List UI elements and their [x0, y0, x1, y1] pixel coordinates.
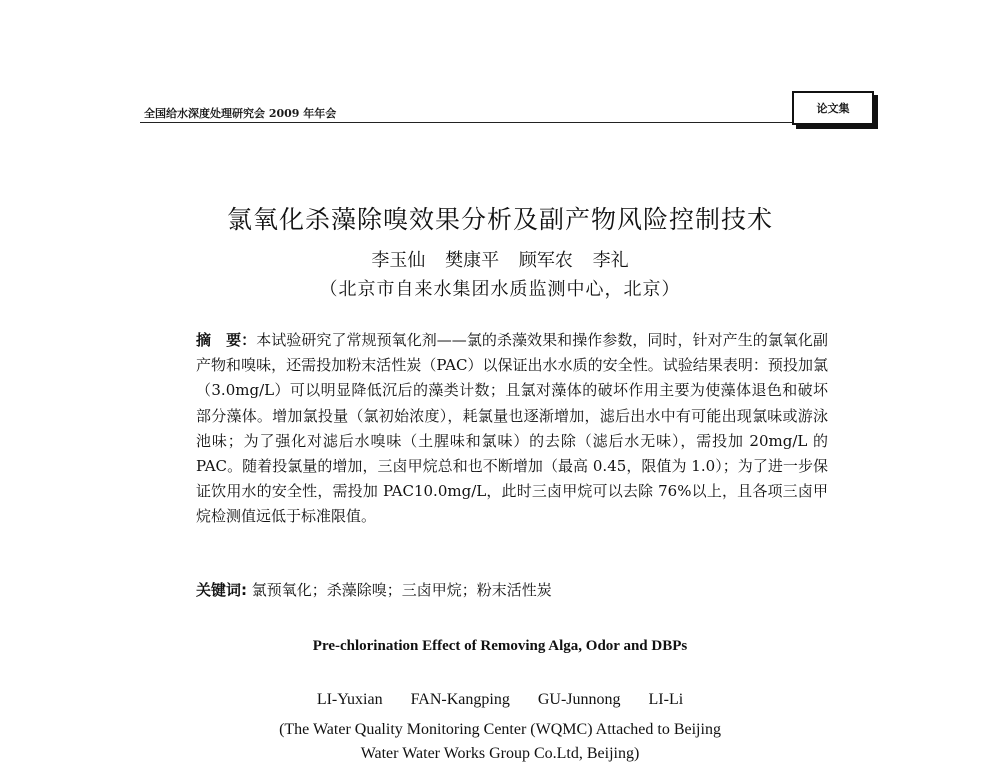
english-title: Pre-chlorination Effect of Removing Alga, Odor and DBPs: [312, 638, 688, 654]
author: 顾军农: [518, 250, 573, 271]
paper-title: 氯氧化杀藻除嗅效果分析及副产物风险控制技术: [226, 205, 773, 234]
abstract-label: 摘 要：: [196, 331, 257, 349]
keywords-text: 氯预氧化；杀藻除嗅；三卤甲烷；粉末活性炭: [251, 581, 552, 599]
english-author: LI-Li: [648, 691, 684, 708]
english-affiliation: [0, 718, 1000, 766]
author-list: [0, 246, 1000, 272]
author: 樊康平: [445, 250, 500, 271]
english-author: GU-Junnong: [537, 691, 621, 708]
english-author: LI-Yuxian: [316, 691, 383, 708]
keywords: [196, 578, 828, 603]
affiliation: （北京市自来水集团水质监测中心，北京）: [319, 279, 681, 300]
english-author: FAN-Kangping: [410, 691, 510, 708]
english-affiliation-line: (The Water Quality Monitoring Center (WQMC) Attached to Beijing: [279, 721, 721, 738]
abstract-text: 本试验研究了常规预氧化剂——氯的杀藻效果和操作参数，同时，针对产生的氯氧化副产物和嗅味，还需投加粉末活性炭（PAC）以保证出水水质的安全性。试验结果表明：预投加氯（3.0mg/L）可以明显降低沉后的藻类计数；且氯对藻体的破坏作用主要为使藻体退色和破坏部分藻体。增加氯投量（氯初始浓度），耗氯量也逐渐增加，滤后出水中有可能出现氯味或游泳池味；为了强化对滤后水嗅味（土腥味和氯味）的去除（滤后水无味），需投加 20mg/L 的 PAC。随着投氯量的增加，三卤甲烷总和也不断增加（最高 0.45，限值为 1.0）；为了进一步保证饮用水的安全性，需投加 PAC10.0mg/L，此时三卤甲烷可以去除 76%以上，且各项三卤甲烷检测值远低于标准限值。: [196, 331, 828, 526]
abstract: [196, 328, 828, 530]
author: 李玉仙: [371, 250, 426, 271]
keywords-label: 关键词:: [196, 581, 247, 599]
english-affiliation-line: Water Water Works Group Co.Ltd, Beijing): [360, 745, 640, 762]
author: 李礼: [592, 250, 629, 271]
header-rule: [140, 122, 876, 123]
english-author-list: [0, 691, 1000, 709]
section-badge: 论文集: [792, 91, 874, 125]
running-header: 全国给水深度处理研究会 2009 年年会: [144, 107, 337, 120]
